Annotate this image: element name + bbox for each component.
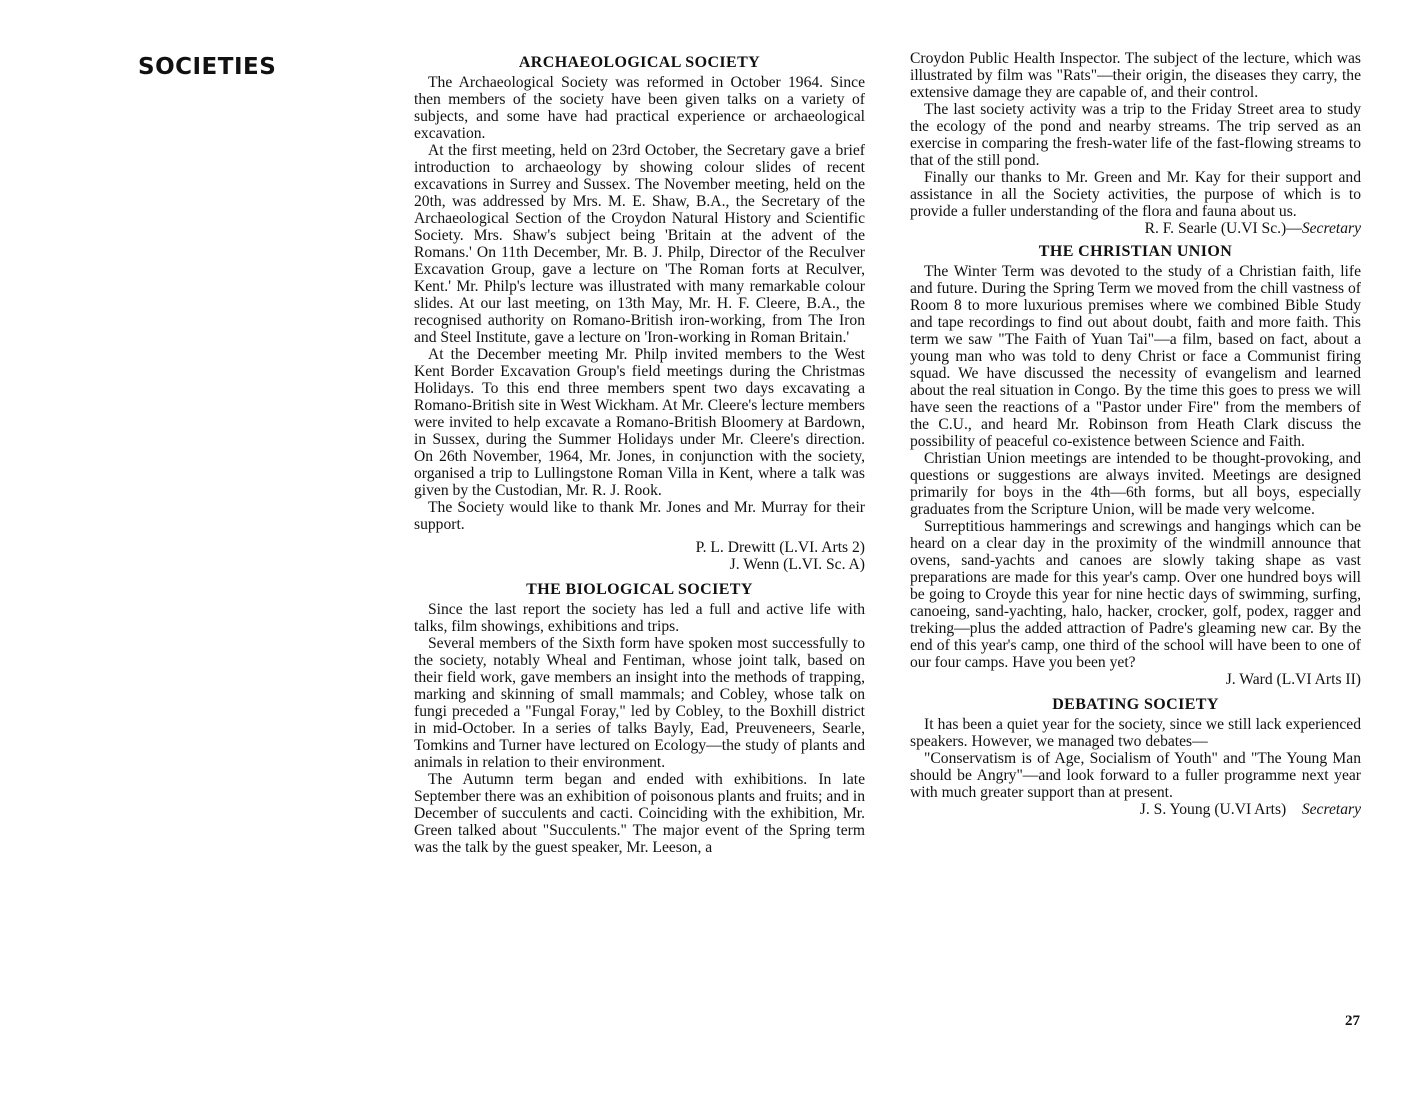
archaeological-signatures	[414, 539, 865, 573]
christian-union-title: THE CHRISTIAN UNION	[1038, 243, 1233, 260]
paragraph: "Conservatism is of Age, Socialism of Youth" and "The Young Man should be Angry"—and look forward to a fuller programme next year with much greater support than at present.	[910, 750, 1361, 801]
archaeological-society-title: ARCHAEOLOGICAL SOCIETY	[518, 54, 761, 71]
biological-society-section	[414, 581, 865, 856]
debating-society-title: DEBATING SOCIETY	[1052, 696, 1219, 713]
paragraph: Since the last report the society has led a full and active life with talks, film showings, exhibitions and trips.	[414, 601, 865, 635]
signature	[910, 220, 1361, 237]
christian-union-section	[910, 243, 1361, 688]
signature	[910, 801, 1361, 818]
signature: J. Wenn (L.VI. Sc. A)	[729, 556, 865, 573]
biological-society-title: THE BIOLOGICAL SOCIETY	[526, 581, 753, 598]
signature-role: Secretary	[1301, 220, 1361, 237]
paragraph: Surreptitious hammerings and screwings and hangings which can be heard on a clear day in the proximity of the windmill announce that ovens, sand-yachts and canoes are slowly taking shape as vast preparations are made for this year's camp. Over one hundred boys will be going to Croyde this year for nine hectic days of swimming, surfing, canoeing, sand-yachting, halo, hacker, crocker, golf, podex, ragger and treking—plus the added attraction of Padre's gleaming new car. By the end of this year's camp, one third of the school will have been to one of our four camps. Have you been yet?	[910, 518, 1361, 671]
page-number: 27	[1345, 1013, 1360, 1029]
signature-name: R. F. Searle (U.VI Sc.)—	[1144, 220, 1302, 237]
paragraph: It has been a quiet year for the society, since we still lack experienced speakers. However, we managed two debates—	[910, 716, 1361, 750]
page-heading: SOCIETIES	[138, 54, 277, 80]
paragraph: Finally our thanks to Mr. Green and Mr. Kay for their support and assistance in all the Society activities, the purpose of which is to provide a fuller understanding of the flora and fauna about us.	[910, 169, 1361, 220]
signature: P. L. Drewitt (L.VI. Arts 2)	[695, 539, 865, 556]
biological-society-continued	[910, 50, 1361, 237]
paragraph: Several members of the Sixth form have spoken most successfully to the society, notably Wheal and Fentiman, whose joint talk, based on their field work, gave members an insight into the methods of trapping, marking and skinning of small mammals; and Cobley, whose talk on fungi preceded a "Fungal Foray," led by Cobley, to the Boxhill district in mid-October. In a series of talks Bayly, Ead, Preuveneers, Searle, Tomkins and Turner have lectured on Ecology—the study of plants and animals in relation to their environment.	[414, 635, 865, 771]
paragraph: The Autumn term began and ended with exhibitions. In late September there was an exhibition of poisonous plants and fruits; and in December of succulents and cacti. Coinciding with the exhibition, Mr. Green talked about "Succulents." The major event of the Spring term was the talk by the guest speaker, Mr. Leeson, a	[414, 771, 865, 856]
paragraph: Croydon Public Health Inspector. The subject of the lecture, which was illustrated by film was "Rats"—their origin, the diseases they carry, the extensive damage they are capable of, and their control.	[910, 50, 1361, 101]
paragraph: At the December meeting Mr. Philp invited members to the West Kent Border Excavation Group's field meetings during the Christmas Holidays. To this end three members spent two days excavating a Romano-British site in West Wickham. At Mr. Cleere's lecture members were invited to help excavate a Romano-British Bloomery at Bardown, in Sussex, during the Summer Holidays under Mr. Cleere's direction. On 26th November, 1964, Mr. Jones, in conjunction with the society, organised a trip to Lullingstone Roman Villa in Kent, where a talk was given by the Custodian, Mr. R. J. Rook.	[414, 346, 865, 499]
paragraph: The Society would like to thank Mr. Jones and Mr. Murray for their support.	[414, 499, 865, 533]
signature-role: Secretary	[1301, 801, 1361, 818]
paragraph: Christian Union meetings are intended to be thought-provoking, and questions or suggestions are always invited. Meetings are designed primarily for boys in the 4th—6th forms, but all boys, especially graduates from the Scripture Union, will be made very welcome.	[910, 450, 1361, 518]
paragraph: The last society activity was a trip to the Friday Street area to study the ecology of the pond and nearby streams. The trip served as an exercise in comparing the fresh-water life of the fast-flowing streams to that of the still pond.	[910, 101, 1361, 169]
middle-column	[414, 50, 865, 856]
archaeological-society-section	[414, 54, 865, 573]
signature: J. Ward (L.VI Arts II)	[1225, 671, 1361, 688]
paragraph: At the first meeting, held on 23rd October, the Secretary gave a brief introduction to archaeology by showing colour slides of recent excavations in Surrey and Sussex. The November meeting, held on the 20th, was addressed by Mrs. M. E. Shaw, B.A., the Secretary of the Archaeological Section of the Croydon Natural History and Scientific Society. Mrs. Shaw's subject being 'Britain at the advent of the Romans.' On 11th December, Mr. B. J. Philp, Director of the Reculver Excavation Group, gave a lecture on 'The Roman forts at Reculver, Kent.' Mr. Philp's lecture was illustrated with many remarkable colour slides. At our last meeting, on 13th May, Mr. H. F. Cleere, B.A., the recognised authority on Romano-British iron-working, from The Iron and Steel Institute, gave a lecture on 'Iron-working in Roman Britain.'	[414, 142, 865, 346]
paragraph: The Archaeological Society was reformed in October 1964. Since then members of the society have been given talks on a variety of subjects, and some have had practical experience or archaeological excavation.	[414, 74, 865, 142]
debating-society-section	[910, 696, 1361, 818]
paragraph: The Winter Term was devoted to the study of a Christian faith, life and future. During the Spring Term we moved from the chill vastness of Room 8 to more luxurious premises where we combined Bible Study and tape recordings to find out about doubt, faith and more faith. This term we saw "The Faith of Yuan Tai"—a film, based on fact, about a young man who was told to deny Christ or face a Communist firing squad. We have discussed the necessity of evangelism and learned about the real situation in Congo. By the time this goes to press we will have seen the reactions of a "Pastor under Fire" from the members of the C.U., and heard Mr. Robinson from Heath Clark discuss the possibility of peaceful co-existence between Science and Faith.	[910, 263, 1361, 450]
signature-name: J. S. Young (U.VI Arts)	[1139, 801, 1287, 818]
right-column	[910, 50, 1361, 818]
